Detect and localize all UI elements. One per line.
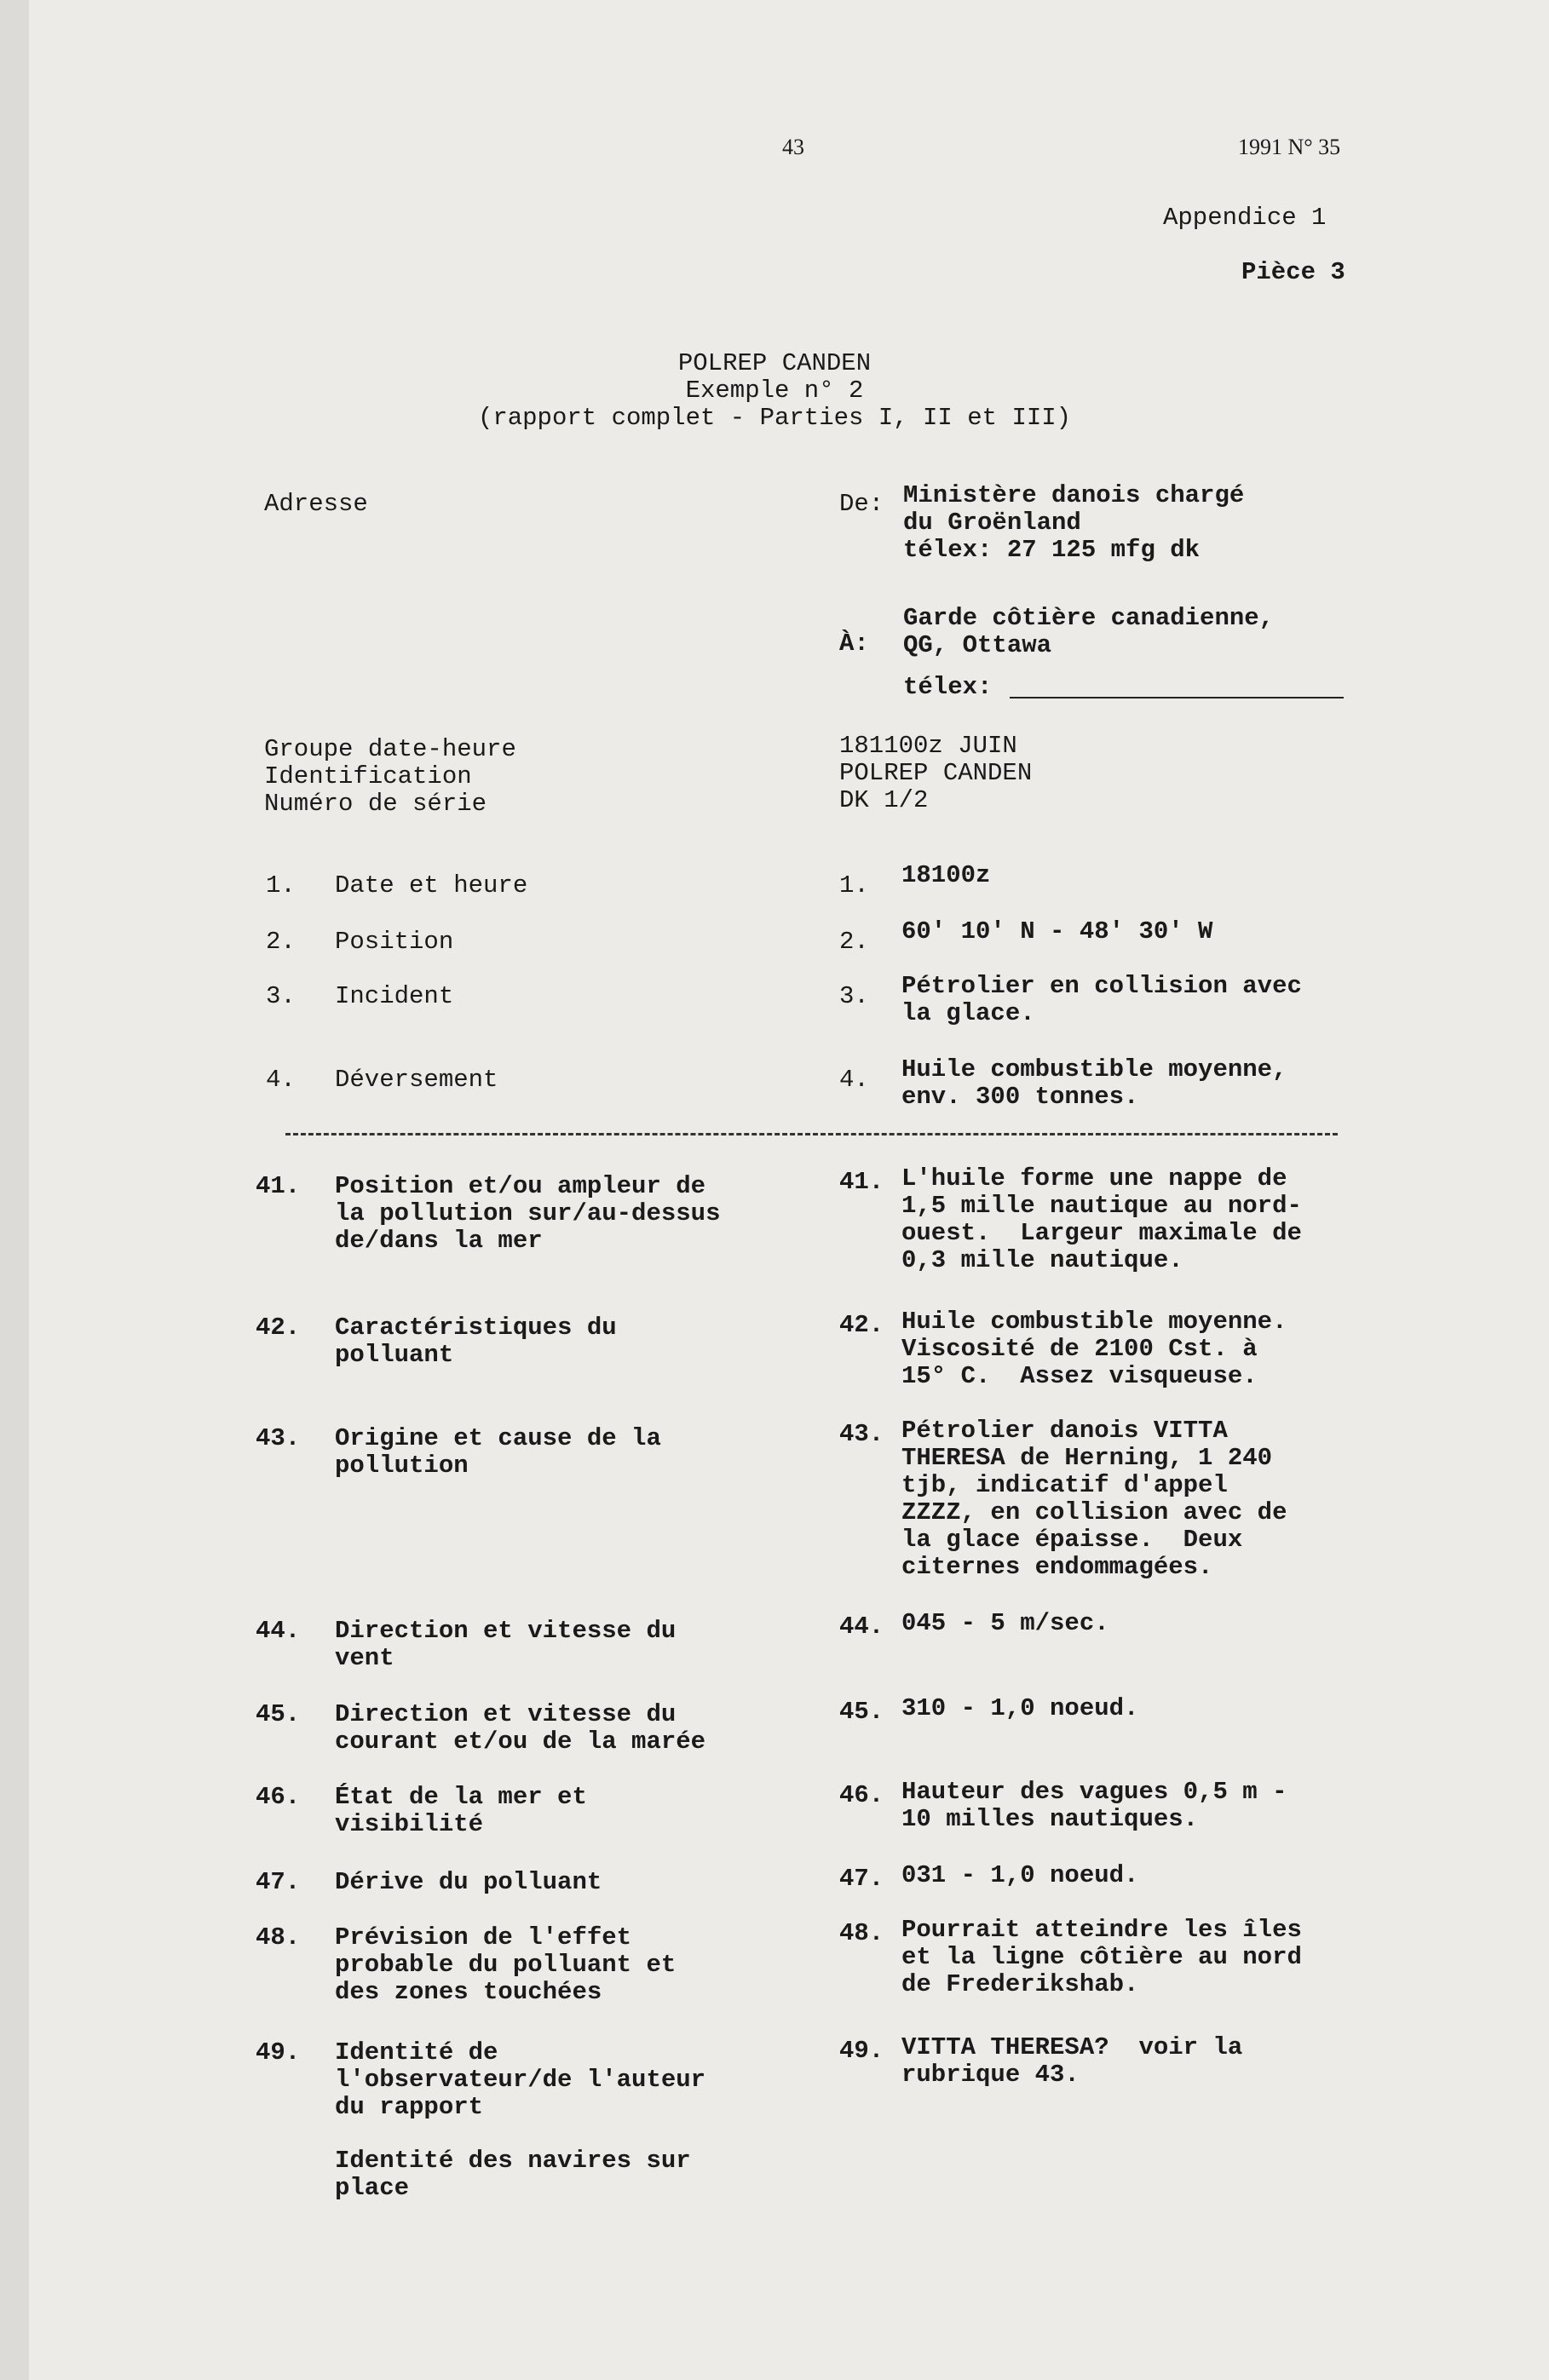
page-number: 43	[782, 135, 804, 159]
item-value-number: 3.	[839, 982, 869, 1010]
item-value-number: 47.	[839, 1865, 884, 1893]
item-label: État de la mer et	[335, 1783, 587, 1811]
item-value-number: 45.	[839, 1698, 884, 1726]
item-label: visibilité	[335, 1810, 484, 1838]
item-label: Identité des navires sur	[335, 2147, 691, 2175]
item-label: des zones touchées	[335, 1978, 602, 2006]
identification-label: Numéro de série	[264, 790, 487, 818]
item-value: tjb, indicatif d'appel	[901, 1471, 1228, 1499]
item-label: courant et/ou de la marée	[335, 1728, 706, 1756]
to-label: À:	[839, 629, 869, 658]
item-value: ZZZZ, en collision avec de	[901, 1498, 1287, 1526]
item-value-number: 1.	[839, 871, 869, 900]
item-value: de Frederikshab.	[901, 1970, 1139, 1998]
to-line: Garde côtière canadienne,	[903, 604, 1275, 632]
item-number: 3.	[266, 982, 296, 1010]
item-number: 2.	[266, 928, 296, 956]
item-label: Date et heure	[335, 871, 528, 900]
item-label: Identité de	[335, 2038, 498, 2067]
item-number: 44.	[256, 1617, 301, 1645]
item-value: THERESA de Herning, 1 240	[901, 1444, 1273, 1472]
from-line: du Groënland	[903, 509, 1081, 537]
item-value: 031 - 1,0 noeud.	[901, 1861, 1139, 1889]
item-label: de/dans la mer	[335, 1227, 543, 1255]
item-number: 49.	[256, 2038, 301, 2067]
from-line: télex: 27 125 mfg dk	[903, 536, 1201, 564]
item-value: 15° C. Assez visqueuse.	[901, 1362, 1258, 1390]
item-value: Pourrait atteindre les îles	[901, 1916, 1302, 1944]
item-label: Incident	[335, 982, 454, 1010]
item-number: 43.	[256, 1424, 301, 1452]
report-example: Exemple n° 2	[685, 377, 864, 405]
piece-label: Pièce 3	[1241, 258, 1345, 286]
identification-value: POLREP CANDEN	[839, 759, 1033, 787]
item-label: l'observateur/de l'auteur	[335, 2066, 706, 2094]
item-label: Position	[335, 928, 454, 956]
item-label: Direction et vitesse du	[335, 1700, 677, 1728]
telex-blank-line	[1010, 697, 1344, 698]
address-label: Adresse	[264, 490, 368, 518]
item-value: Viscosité de 2100 Cst. à	[901, 1335, 1258, 1363]
item-label: du rapport	[335, 2093, 484, 2121]
item-value: Pétrolier en collision avec	[901, 972, 1302, 1000]
from-line: Ministère danois chargé	[903, 481, 1245, 509]
item-value: Hauteur des vagues 0,5 m -	[901, 1778, 1287, 1806]
item-label: pollution	[335, 1452, 469, 1480]
item-value: 18100z	[901, 861, 991, 889]
item-value-number: 48.	[839, 1919, 884, 1947]
issue-number: 1991 N° 35	[1238, 135, 1341, 159]
from-label: De:	[839, 490, 884, 518]
item-value: citernes endommagées.	[901, 1553, 1213, 1581]
item-value: 310 - 1,0 noeud.	[901, 1694, 1139, 1722]
item-value: 1,5 mille nautique au nord-	[901, 1192, 1302, 1220]
item-value: rubrique 43.	[901, 2061, 1080, 2089]
item-value: 10 milles nautiques.	[901, 1805, 1199, 1833]
report-title: POLREP CANDEN	[677, 349, 872, 377]
dashed-separator	[285, 1133, 1338, 1135]
item-label: Origine et cause de la	[335, 1424, 661, 1452]
item-number: 48.	[256, 1923, 301, 1952]
item-value: 0,3 mille nautique.	[901, 1246, 1183, 1274]
item-label: polluant	[335, 1341, 454, 1369]
item-value-number: 2.	[839, 928, 869, 956]
item-number: 1.	[266, 871, 296, 900]
item-value: Huile combustible moyenne,	[901, 1055, 1287, 1084]
item-value-number: 46.	[839, 1781, 884, 1809]
item-label: Déversement	[335, 1066, 498, 1094]
identification-value: DK 1/2	[839, 786, 929, 814]
report-subtitle: (rapport complet - Parties I, II et III)	[477, 404, 1072, 432]
item-number: 4.	[266, 1066, 296, 1094]
item-value: Huile combustible moyenne.	[901, 1308, 1287, 1336]
telex-label: télex:	[903, 673, 993, 701]
item-value: la glace.	[901, 999, 1035, 1027]
item-label: la pollution sur/au-dessus	[335, 1199, 721, 1227]
item-value: Pétrolier danois VITTA	[901, 1417, 1228, 1445]
item-number: 45.	[256, 1700, 301, 1728]
item-number: 46.	[256, 1783, 301, 1811]
appendix-label: Appendice 1	[1163, 204, 1327, 232]
item-label: Dérive du polluant	[335, 1868, 602, 1896]
item-number: 42.	[256, 1314, 301, 1342]
identification-value: 181100z JUIN	[839, 732, 1017, 760]
item-value: L'huile forme une nappe de	[901, 1164, 1287, 1193]
item-label: probable du polluant et	[335, 1951, 677, 1979]
item-value: ouest. Largeur maximale de	[901, 1219, 1302, 1247]
item-value: env. 300 tonnes.	[901, 1083, 1139, 1111]
to-line: QG, Ottawa	[903, 631, 1052, 659]
item-value-number: 44.	[839, 1613, 884, 1641]
item-label: Caractéristiques du	[335, 1314, 617, 1342]
item-label: Position et/ou ampleur de	[335, 1172, 706, 1200]
item-number: 47.	[256, 1868, 301, 1896]
item-label: Direction et vitesse du	[335, 1617, 677, 1645]
item-value: 045 - 5 m/sec.	[901, 1609, 1109, 1637]
item-value-number: 41.	[839, 1168, 884, 1196]
item-value: VITTA THERESA? voir la	[901, 2033, 1243, 2061]
item-value-number: 49.	[839, 2037, 884, 2065]
item-value: 60' 10' N - 48' 30' W	[901, 917, 1213, 946]
item-value-number: 42.	[839, 1311, 884, 1339]
item-value-number: 43.	[839, 1420, 884, 1448]
item-label: place	[335, 2174, 410, 2202]
item-label: Prévision de l'effet	[335, 1923, 632, 1952]
item-number: 41.	[256, 1172, 301, 1200]
identification-label: Identification	[264, 762, 472, 790]
item-value: et la ligne côtière au nord	[901, 1943, 1302, 1971]
identification-label: Groupe date-heure	[264, 735, 516, 763]
item-value-number: 4.	[839, 1066, 869, 1094]
item-value: la glace épaisse. Deux	[901, 1526, 1243, 1554]
item-label: vent	[335, 1644, 394, 1672]
